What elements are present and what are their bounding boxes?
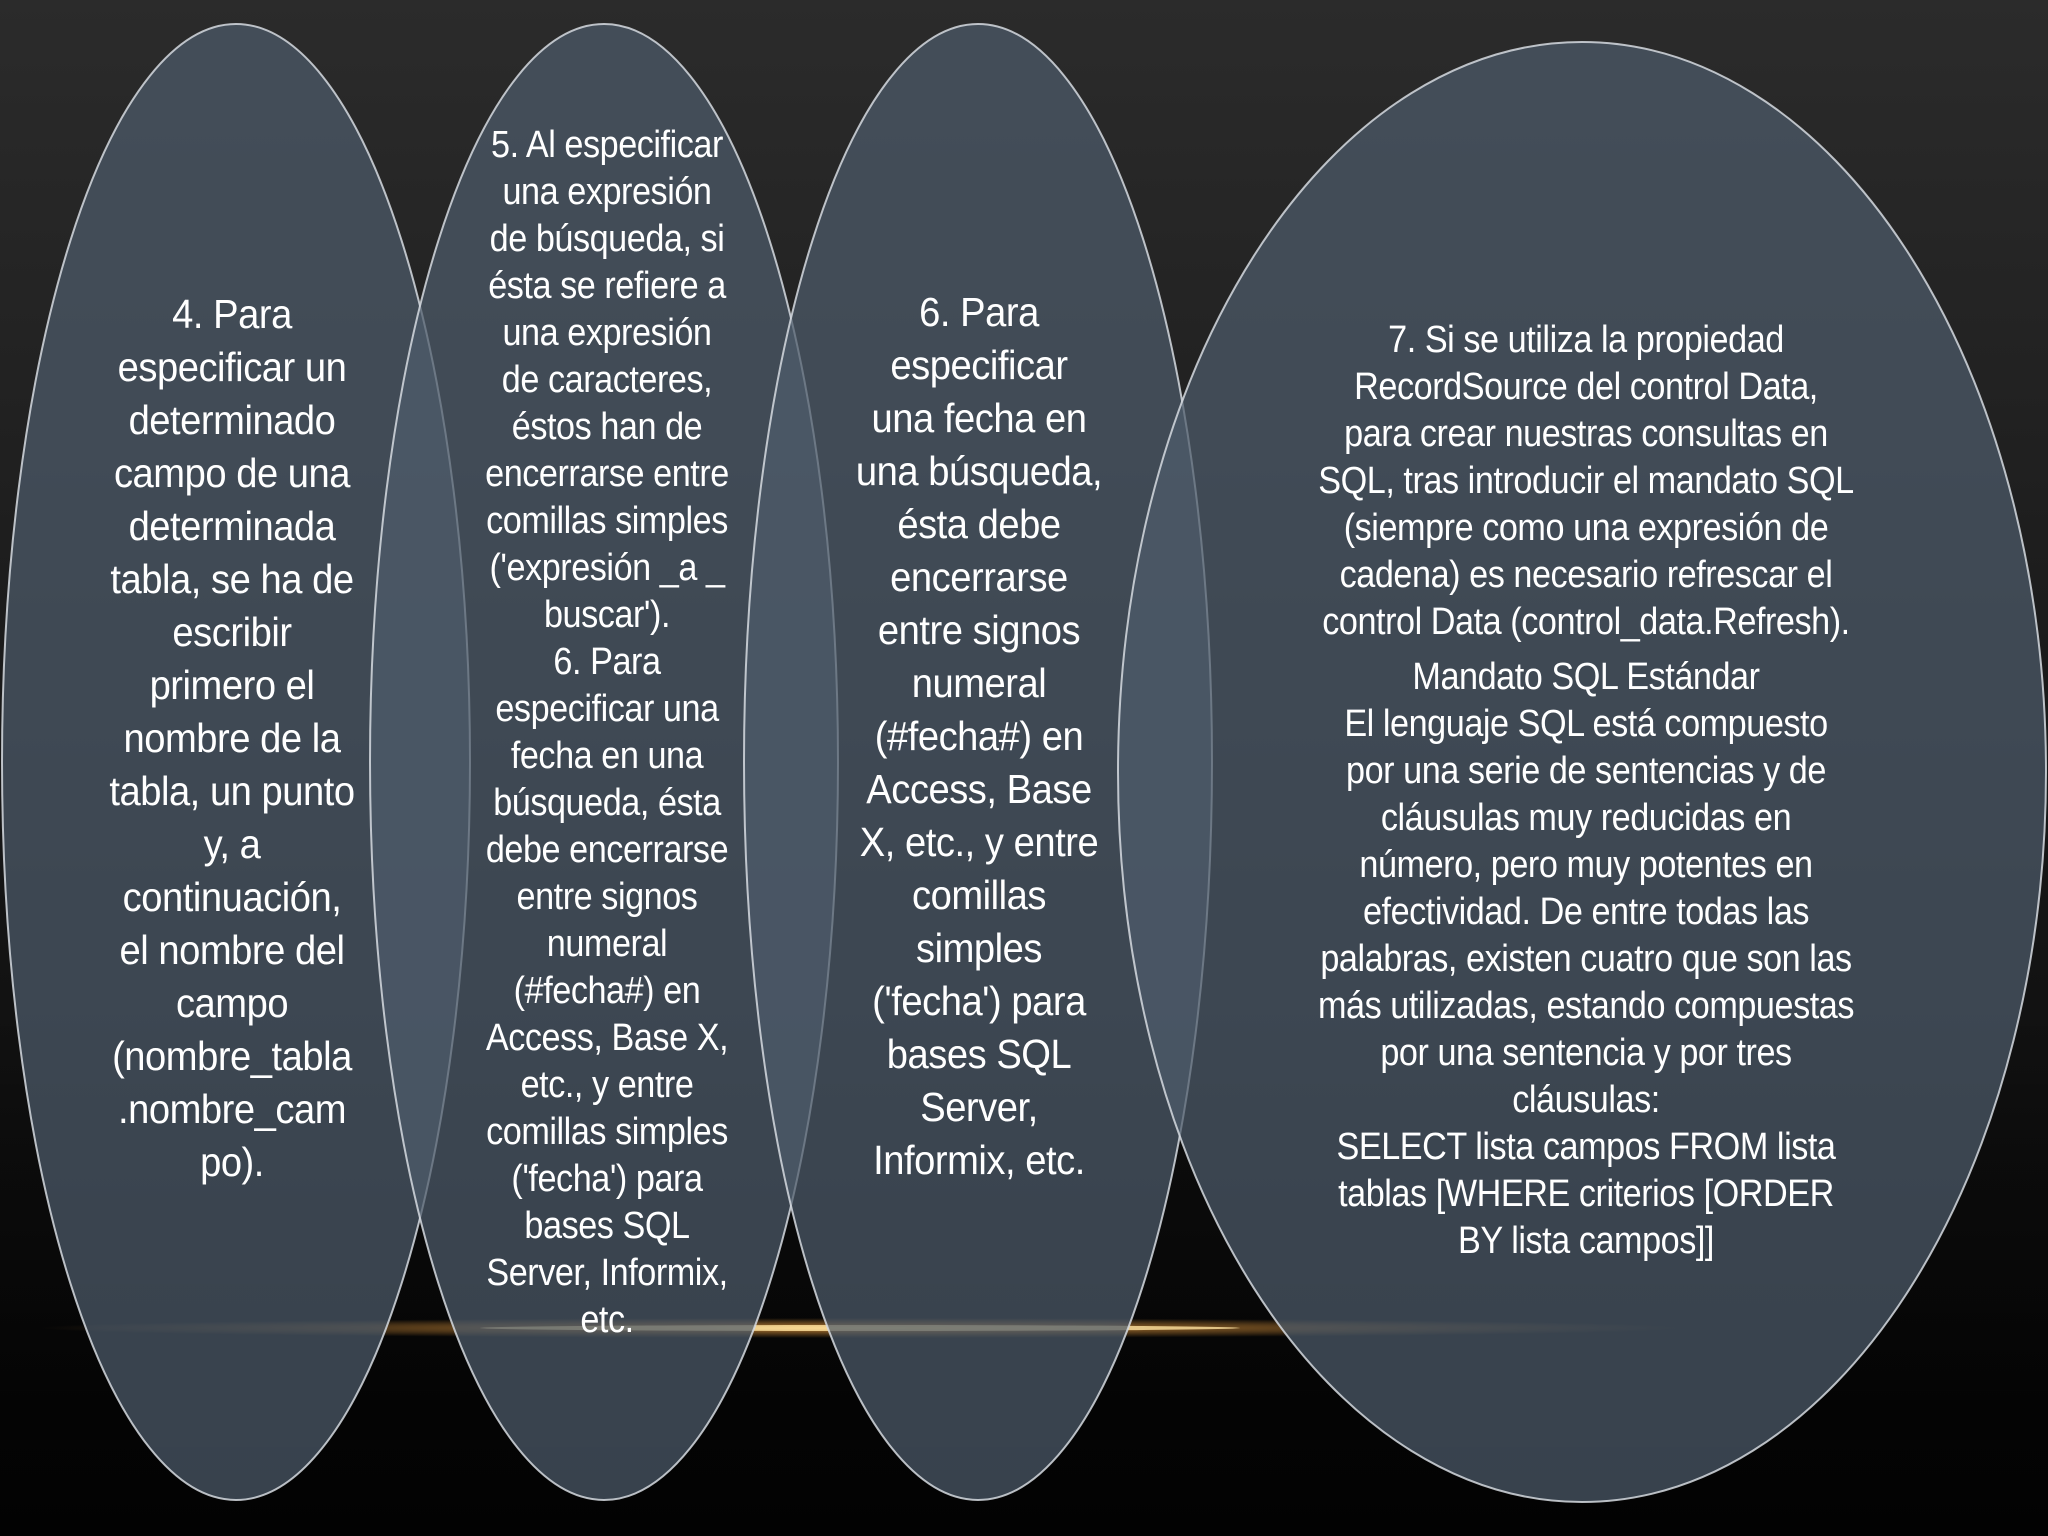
ellipse-6-text: 6. Para especificar una fecha en una búsqueda, ésta debe encerrarse entre signos numeral (#fecha#) en Access, Base X, etc., y entre comillas simples ('fecha') para bases SQL Server, Informix, etc. xyxy=(855,289,1103,1183)
ellipse-5-text: 5. Al especificar una expresión de búsqueda, si ésta se refiere a una expresión de caracteres, éstos han de encerrarse entre comillas simples ('expresión _a _ buscar'). 6. Para especificar una fecha en una búsqueda, ésta debe encerrarse entre signos numeral (#fecha#) en Access, Base X, etc., y entre comillas simples ('fecha') para bases SQL Server, Informix, etc. xyxy=(485,124,729,1341)
ellipse-7-sql-standard: Mandato SQL Estándar El lenguaje SQL está compuesto por una serie de sentencias y de cláusulas muy reducidas en número, pero muy potentes en efectividad. De entre todas las palabras, existen cuatro que son las más utilizadas, estando compuestas por una sentencia y por tres cláusulas: SELECT lista campos FROM lista tablas [WHERE criterios [ORDER BY lista campos]] xyxy=(1317,656,1854,1262)
ellipse-7-paragraph: 7. Si se utiliza la propiedad RecordSource del control Data, para crear nuestras consultas en SQL, tras introducir el mandato SQL (siempre como una expresión de cadena) es necesario refrescar el control Data (control_data.Refresh). xyxy=(1318,319,1854,643)
ellipse-7-text xyxy=(1280,270,1892,1312)
ellipse-4-text: 4. Para especificar un determinado campo de una determinada tabla, se ha de escribir primero el nombre de la tabla, un punto y, a continuación, el nombre del campo (nombre_tabla .nombre_cam po). xyxy=(109,291,355,1185)
